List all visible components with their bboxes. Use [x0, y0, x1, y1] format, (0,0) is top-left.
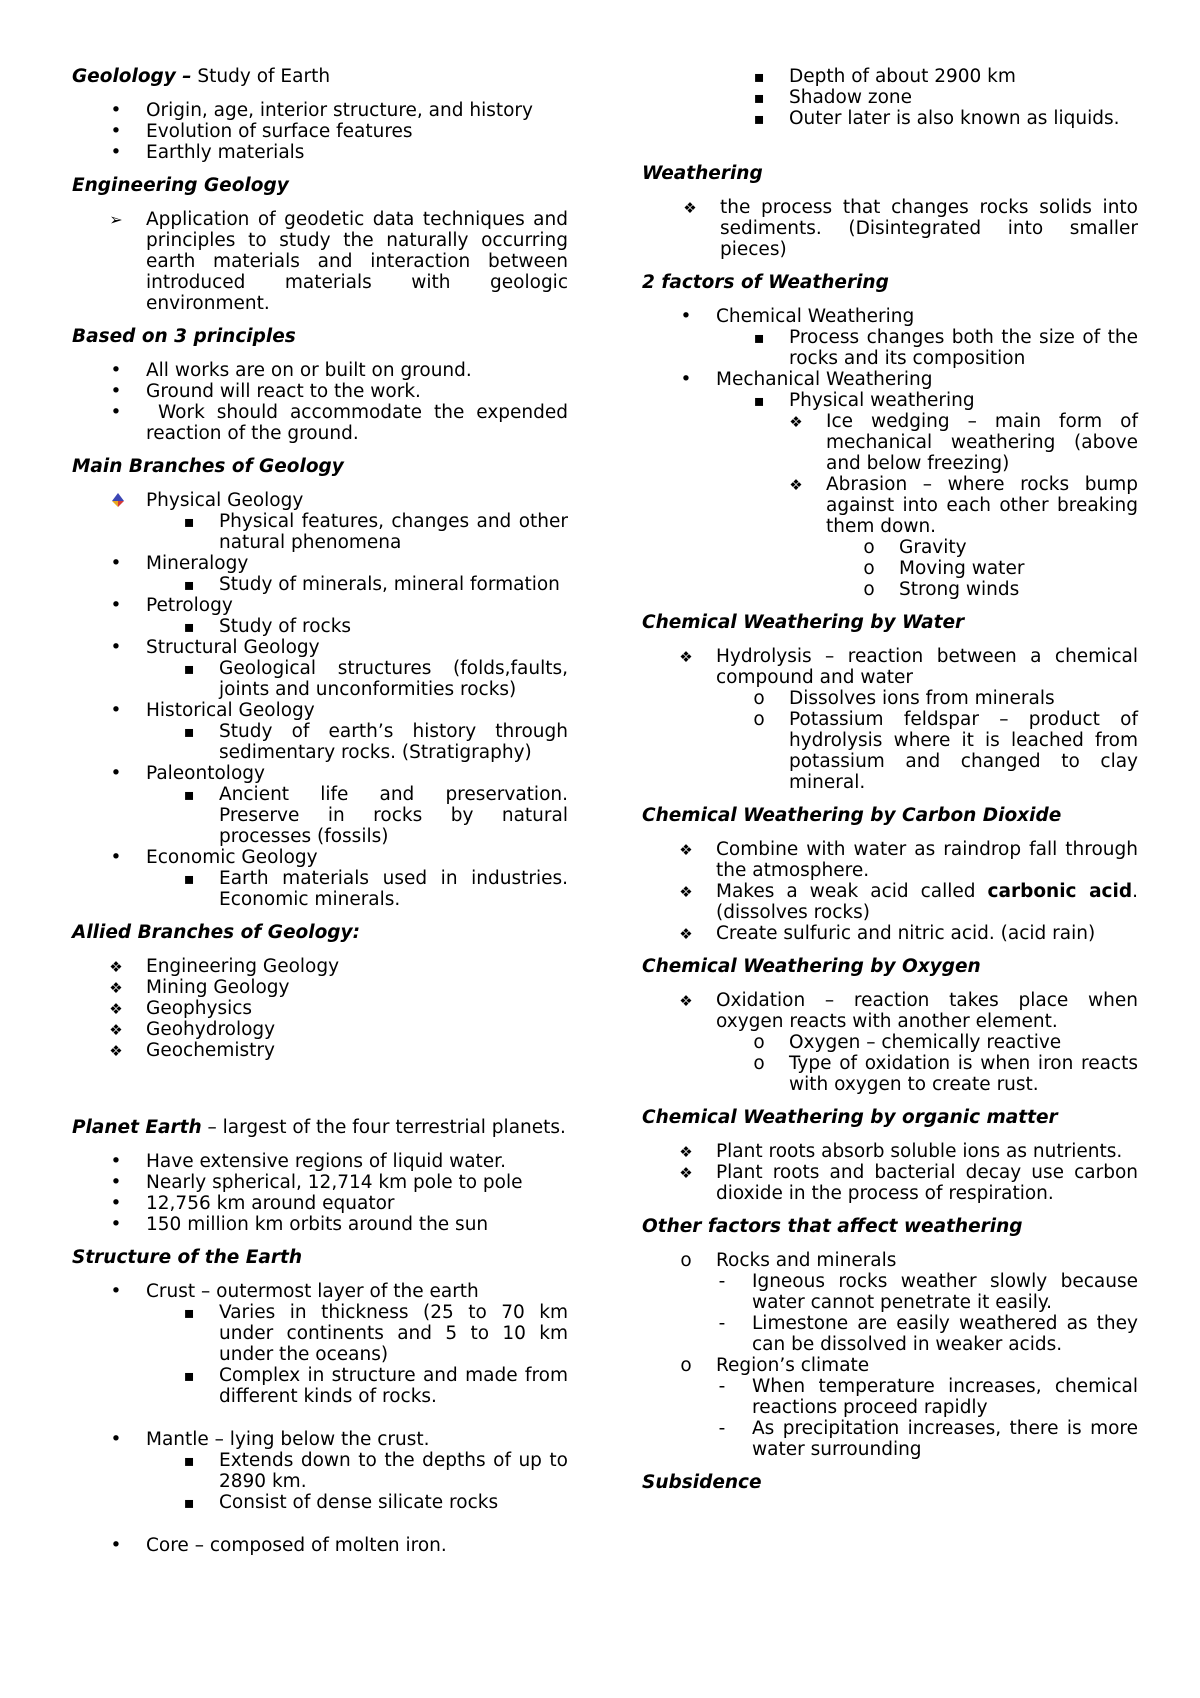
list-item: • Evolution of surface features — [72, 121, 568, 142]
list-item: ❖ Hydrolysis – reaction between a chemical compound and water — [642, 646, 1138, 688]
list-item: • All works are on or built on ground. — [72, 360, 568, 381]
list-item: ❖ Abrasion – where rocks bump against into each other breaking them down. — [642, 474, 1138, 537]
list-item: ▪ Physical features, changes and other natural phenomena — [72, 511, 568, 553]
circle-bullet-icon — [861, 579, 877, 600]
diamond-bullet-icon — [678, 923, 694, 945]
list-item: ▪ Varies in thickness (25 to 70 km under continents and 5 to 10 km under the oceans) — [72, 1302, 568, 1365]
diamond-bullet-icon — [678, 990, 694, 1012]
circle-bullet-icon — [678, 1250, 694, 1271]
square-bullet-icon — [181, 721, 197, 742]
bullet-icon — [108, 847, 124, 868]
list-item: ▪ Geological structures (folds,faults, joints and unconformities rocks) — [72, 658, 568, 700]
spacer — [642, 141, 1138, 163]
diamond-bullet-icon — [678, 646, 694, 668]
list-item: ▪ Ancient life and preservation. Preserve in rocks by natural processes (fossils) — [72, 784, 568, 847]
engineering-list — [72, 209, 568, 314]
list-item: • Have extensive regions of liquid water. — [72, 1151, 568, 1172]
circle-bullet-icon — [678, 1355, 694, 1376]
mantle-list — [72, 1429, 568, 1513]
list-item: ▪ Earth materials used in industries. Economic minerals. — [72, 868, 568, 910]
bullet-icon — [108, 637, 124, 658]
bullet-icon — [678, 306, 694, 327]
list-item: ▪ Shadow zone — [642, 87, 1138, 108]
list-item: • Structural Geology — [72, 637, 568, 658]
list-item: o Type of oxidation is when iron reacts with oxygen to create rust. — [642, 1053, 1138, 1095]
spacer — [72, 1073, 568, 1095]
heading-geology — [72, 66, 568, 88]
circle-bullet-icon — [751, 1053, 767, 1074]
spacer — [72, 1095, 568, 1117]
heading-factors: 2 factors of Weathering — [642, 272, 889, 293]
allied-list — [72, 956, 568, 1061]
list-item: ▪ Study of earth’s history through sedimentary rocks. (Stratigraphy) — [72, 721, 568, 763]
right-column — [642, 66, 1138, 1506]
circle-bullet-icon — [751, 709, 767, 730]
list-item: ➢ Application of geodetic data techniques and principles to study the naturally occurring earth materials and interaction between introduced materials with geologic environment. — [72, 209, 568, 314]
diamond-bullet-icon — [788, 411, 804, 433]
geology-definition: Study of Earth — [191, 66, 331, 87]
core-list — [72, 1535, 568, 1556]
list-item: - When temperature increases, chemical reactions proceed rapidly — [642, 1376, 1138, 1418]
diamond-bullet-icon — [788, 474, 804, 496]
bullet-icon — [108, 381, 124, 402]
heading-weathering: Weathering — [642, 163, 763, 184]
left-column — [72, 66, 574, 1568]
square-bullet-icon — [751, 327, 767, 348]
list-item: ▪ Outer later is also known as liquids. — [642, 108, 1138, 129]
list-item: ❖ the process that changes rocks solids into sediments. (Disintegrated into smaller pieces) — [642, 197, 1138, 260]
bullet-icon — [108, 763, 124, 784]
list-item: • 150 million km orbits around the sun — [72, 1214, 568, 1235]
diamond-bullet-icon — [108, 1019, 124, 1041]
core-details-list — [642, 66, 1138, 129]
list-item: • Core – composed of molten iron. — [72, 1535, 568, 1556]
list-item: • Historical Geology — [72, 700, 568, 721]
square-bullet-icon — [181, 1492, 197, 1513]
list-item: ▪ Consist of dense silicate rocks — [72, 1492, 568, 1513]
list-item: • Mineralogy — [72, 553, 568, 574]
heading-other-factors: Other factors that affect weathering — [642, 1216, 1023, 1237]
circle-bullet-icon — [751, 688, 767, 709]
bullet-icon — [108, 595, 124, 616]
circle-bullet-icon — [861, 558, 877, 579]
spacer — [72, 1407, 568, 1429]
list-item: o Region’s climate — [642, 1355, 1138, 1376]
bullet-icon — [108, 1172, 124, 1193]
list-item: - As precipitation increases, there is more water surrounding — [642, 1418, 1138, 1460]
carbonic-acid-term: carbonic acid — [987, 881, 1133, 902]
bullet-icon — [108, 1535, 124, 1556]
list-item: o Oxygen – chemically reactive — [642, 1032, 1138, 1053]
heading-weathering-co2: Chemical Weathering by Carbon Dioxide — [642, 805, 1062, 826]
circle-bullet-icon — [861, 537, 877, 558]
circle-bullet-icon — [751, 1032, 767, 1053]
list-item: ❖ Ice wedging – main form of mechanical weathering (above and below freezing) — [642, 411, 1138, 474]
list-item: ▪ Process changes both the size of the rocks and its composition — [642, 327, 1138, 369]
list-item: • Chemical Weathering — [642, 306, 1138, 327]
list-item: • Economic Geology — [72, 847, 568, 868]
square-bullet-icon — [751, 108, 767, 129]
list-item: o Gravity — [642, 537, 1138, 558]
arrow-bullet-icon — [108, 209, 124, 230]
diamond-bullet-icon — [678, 1141, 694, 1163]
square-bullet-icon — [751, 66, 767, 87]
bullet-icon — [108, 360, 124, 381]
planet-list — [72, 1151, 568, 1235]
heading-planet-earth — [72, 1117, 568, 1139]
heading-engineering-geology: Engineering Geology — [72, 175, 289, 196]
diamond-bullet-icon — [678, 1162, 694, 1184]
weathering-list — [642, 197, 1138, 260]
diamond-bullet-icon — [108, 956, 124, 978]
square-bullet-icon — [181, 511, 197, 532]
list-item: • Petrology — [72, 595, 568, 616]
principles-list — [72, 360, 574, 444]
heading-subsidence: Subsidence — [642, 1472, 762, 1493]
heading-weathering-oxygen: Chemical Weathering by Oxygen — [642, 956, 981, 977]
list-item: • Work should accommodate the expended reaction of the ground. — [72, 402, 568, 444]
planet-definition: – largest of the four terrestrial planets. — [201, 1117, 566, 1138]
list-item: • Ground will react to the work. — [72, 381, 568, 402]
diamond-bullet-icon — [108, 998, 124, 1020]
list-item: ❖ Geophysics — [72, 998, 568, 1019]
heading-weathering-water: Chemical Weathering by Water — [642, 612, 965, 633]
list-item: ▪ Study of rocks — [72, 616, 568, 637]
heading-structure-earth: Structure of the Earth — [72, 1247, 303, 1268]
square-bullet-icon — [181, 574, 197, 595]
list-item: o Dissolves ions from minerals — [642, 688, 1138, 709]
list-item: ❖ Oxidation – reaction takes place when oxygen reacts with another element. — [642, 990, 1138, 1032]
square-bullet-icon — [181, 1302, 197, 1323]
square-bullet-icon — [181, 784, 197, 805]
geology-list — [72, 100, 568, 163]
list-item: o Moving water — [642, 558, 1138, 579]
dash-bullet-icon — [714, 1271, 730, 1292]
oxygen-list — [642, 990, 1138, 1095]
bullet-icon — [108, 700, 124, 721]
list-item: ▪ Study of minerals, mineral formation — [72, 574, 568, 595]
diamond-bullet-icon — [108, 1040, 124, 1062]
bullet-icon — [108, 402, 124, 423]
list-item: ❖ Plant roots absorb soluble ions as nutrients. — [642, 1141, 1138, 1162]
list-item: ❖ Engineering Geology — [72, 956, 568, 977]
branches-list — [72, 490, 568, 910]
list-item: ▪ Physical weathering — [642, 390, 1138, 411]
square-bullet-icon — [751, 390, 767, 411]
list-item: • Crust – outermost layer of the earth — [72, 1281, 568, 1302]
bullet-icon — [108, 1214, 124, 1235]
diamond-bullet-icon — [678, 839, 694, 861]
spacer — [72, 1513, 568, 1535]
list-item: o Strong winds — [642, 579, 1138, 600]
list-item: • Paleontology — [72, 763, 568, 784]
dash-bullet-icon — [714, 1376, 730, 1397]
bullet-icon — [678, 369, 694, 390]
square-bullet-icon — [181, 868, 197, 889]
planet-title: Planet Earth — [72, 1117, 202, 1138]
list-item: ❖ Plant roots and bacterial decay use carbon dioxide in the process of respiration. — [642, 1162, 1138, 1204]
list-item: ▪ Complex in structure and made from different kinds of rocks. — [72, 1365, 568, 1407]
diamond-bullet-icon — [682, 197, 698, 219]
list-item: • Earthly materials — [72, 142, 568, 163]
list-item: Physical Geology — [72, 490, 568, 511]
list-item: • 12,756 km around equator — [72, 1193, 568, 1214]
list-item: ❖ Combine with water as raindrop fall through the atmosphere. — [642, 839, 1138, 881]
list-item: - Igneous rocks weather slowly because water cannot penetrate it easily. — [642, 1271, 1138, 1313]
list-item: o Potassium feldspar – product of hydrolysis where it is leached from potassium and changed to clay mineral. — [642, 709, 1138, 793]
heading-weathering-organic: Chemical Weathering by organic matter — [642, 1107, 1058, 1128]
heading-allied-branches: Allied Branches of Geology: — [72, 922, 360, 943]
bullet-icon — [108, 1151, 124, 1172]
list-item: ❖ Makes a weak acid called carbonic acid. (dissolves rocks) — [642, 881, 1138, 923]
bullet-icon — [108, 121, 124, 142]
square-bullet-icon — [751, 87, 767, 108]
water-list — [642, 646, 1138, 793]
list-item: ❖ Geohydrology — [72, 1019, 568, 1040]
other-factors-list — [642, 1250, 1138, 1460]
bullet-icon — [108, 553, 124, 574]
list-item: • Nearly spherical, 12,714 km pole to pole — [72, 1172, 568, 1193]
list-item: • Origin, age, interior structure, and history — [72, 100, 568, 121]
bullet-icon — [108, 1281, 124, 1302]
geology-title: Geolology – — [72, 66, 192, 87]
factors-list — [642, 306, 1138, 600]
diamond-bullet-icon — [678, 881, 694, 903]
list-item: ▪ Depth of about 2900 km — [642, 66, 1138, 87]
list-item: o Rocks and minerals — [642, 1250, 1138, 1271]
crust-list — [72, 1281, 568, 1407]
list-item: • Mechanical Weathering — [642, 369, 1138, 390]
organic-list — [642, 1141, 1138, 1204]
dash-bullet-icon — [714, 1418, 730, 1439]
list-item: ❖ Mining Geology — [72, 977, 568, 998]
bullet-icon — [108, 1193, 124, 1214]
list-item: - Limestone are easily weathered as they can be dissolved in weaker acids. — [642, 1313, 1138, 1355]
bullet-icon — [108, 100, 124, 121]
square-bullet-icon — [181, 616, 197, 637]
heading-main-branches: Main Branches of Geology — [72, 456, 344, 477]
bullet-icon — [108, 1429, 124, 1450]
list-item: ❖ Create sulfuric and nitric acid. (acid rain) — [642, 923, 1138, 944]
list-item: ❖ Geochemistry — [72, 1040, 568, 1061]
square-bullet-icon — [181, 1365, 197, 1386]
heading-principles: Based on 3 principles — [72, 326, 296, 347]
diamond-bullet-icon — [108, 977, 124, 999]
square-bullet-icon — [181, 658, 197, 679]
square-bullet-icon — [181, 1450, 197, 1471]
co2-list — [642, 839, 1138, 944]
list-item: • Mantle – lying below the crust. — [72, 1429, 568, 1450]
dash-bullet-icon — [714, 1313, 730, 1334]
bullet-icon — [108, 142, 124, 163]
list-item: ▪ Extends down to the depths of up to 2890 km. — [72, 1450, 568, 1492]
colored-arrow-bullet-icon — [108, 490, 128, 510]
